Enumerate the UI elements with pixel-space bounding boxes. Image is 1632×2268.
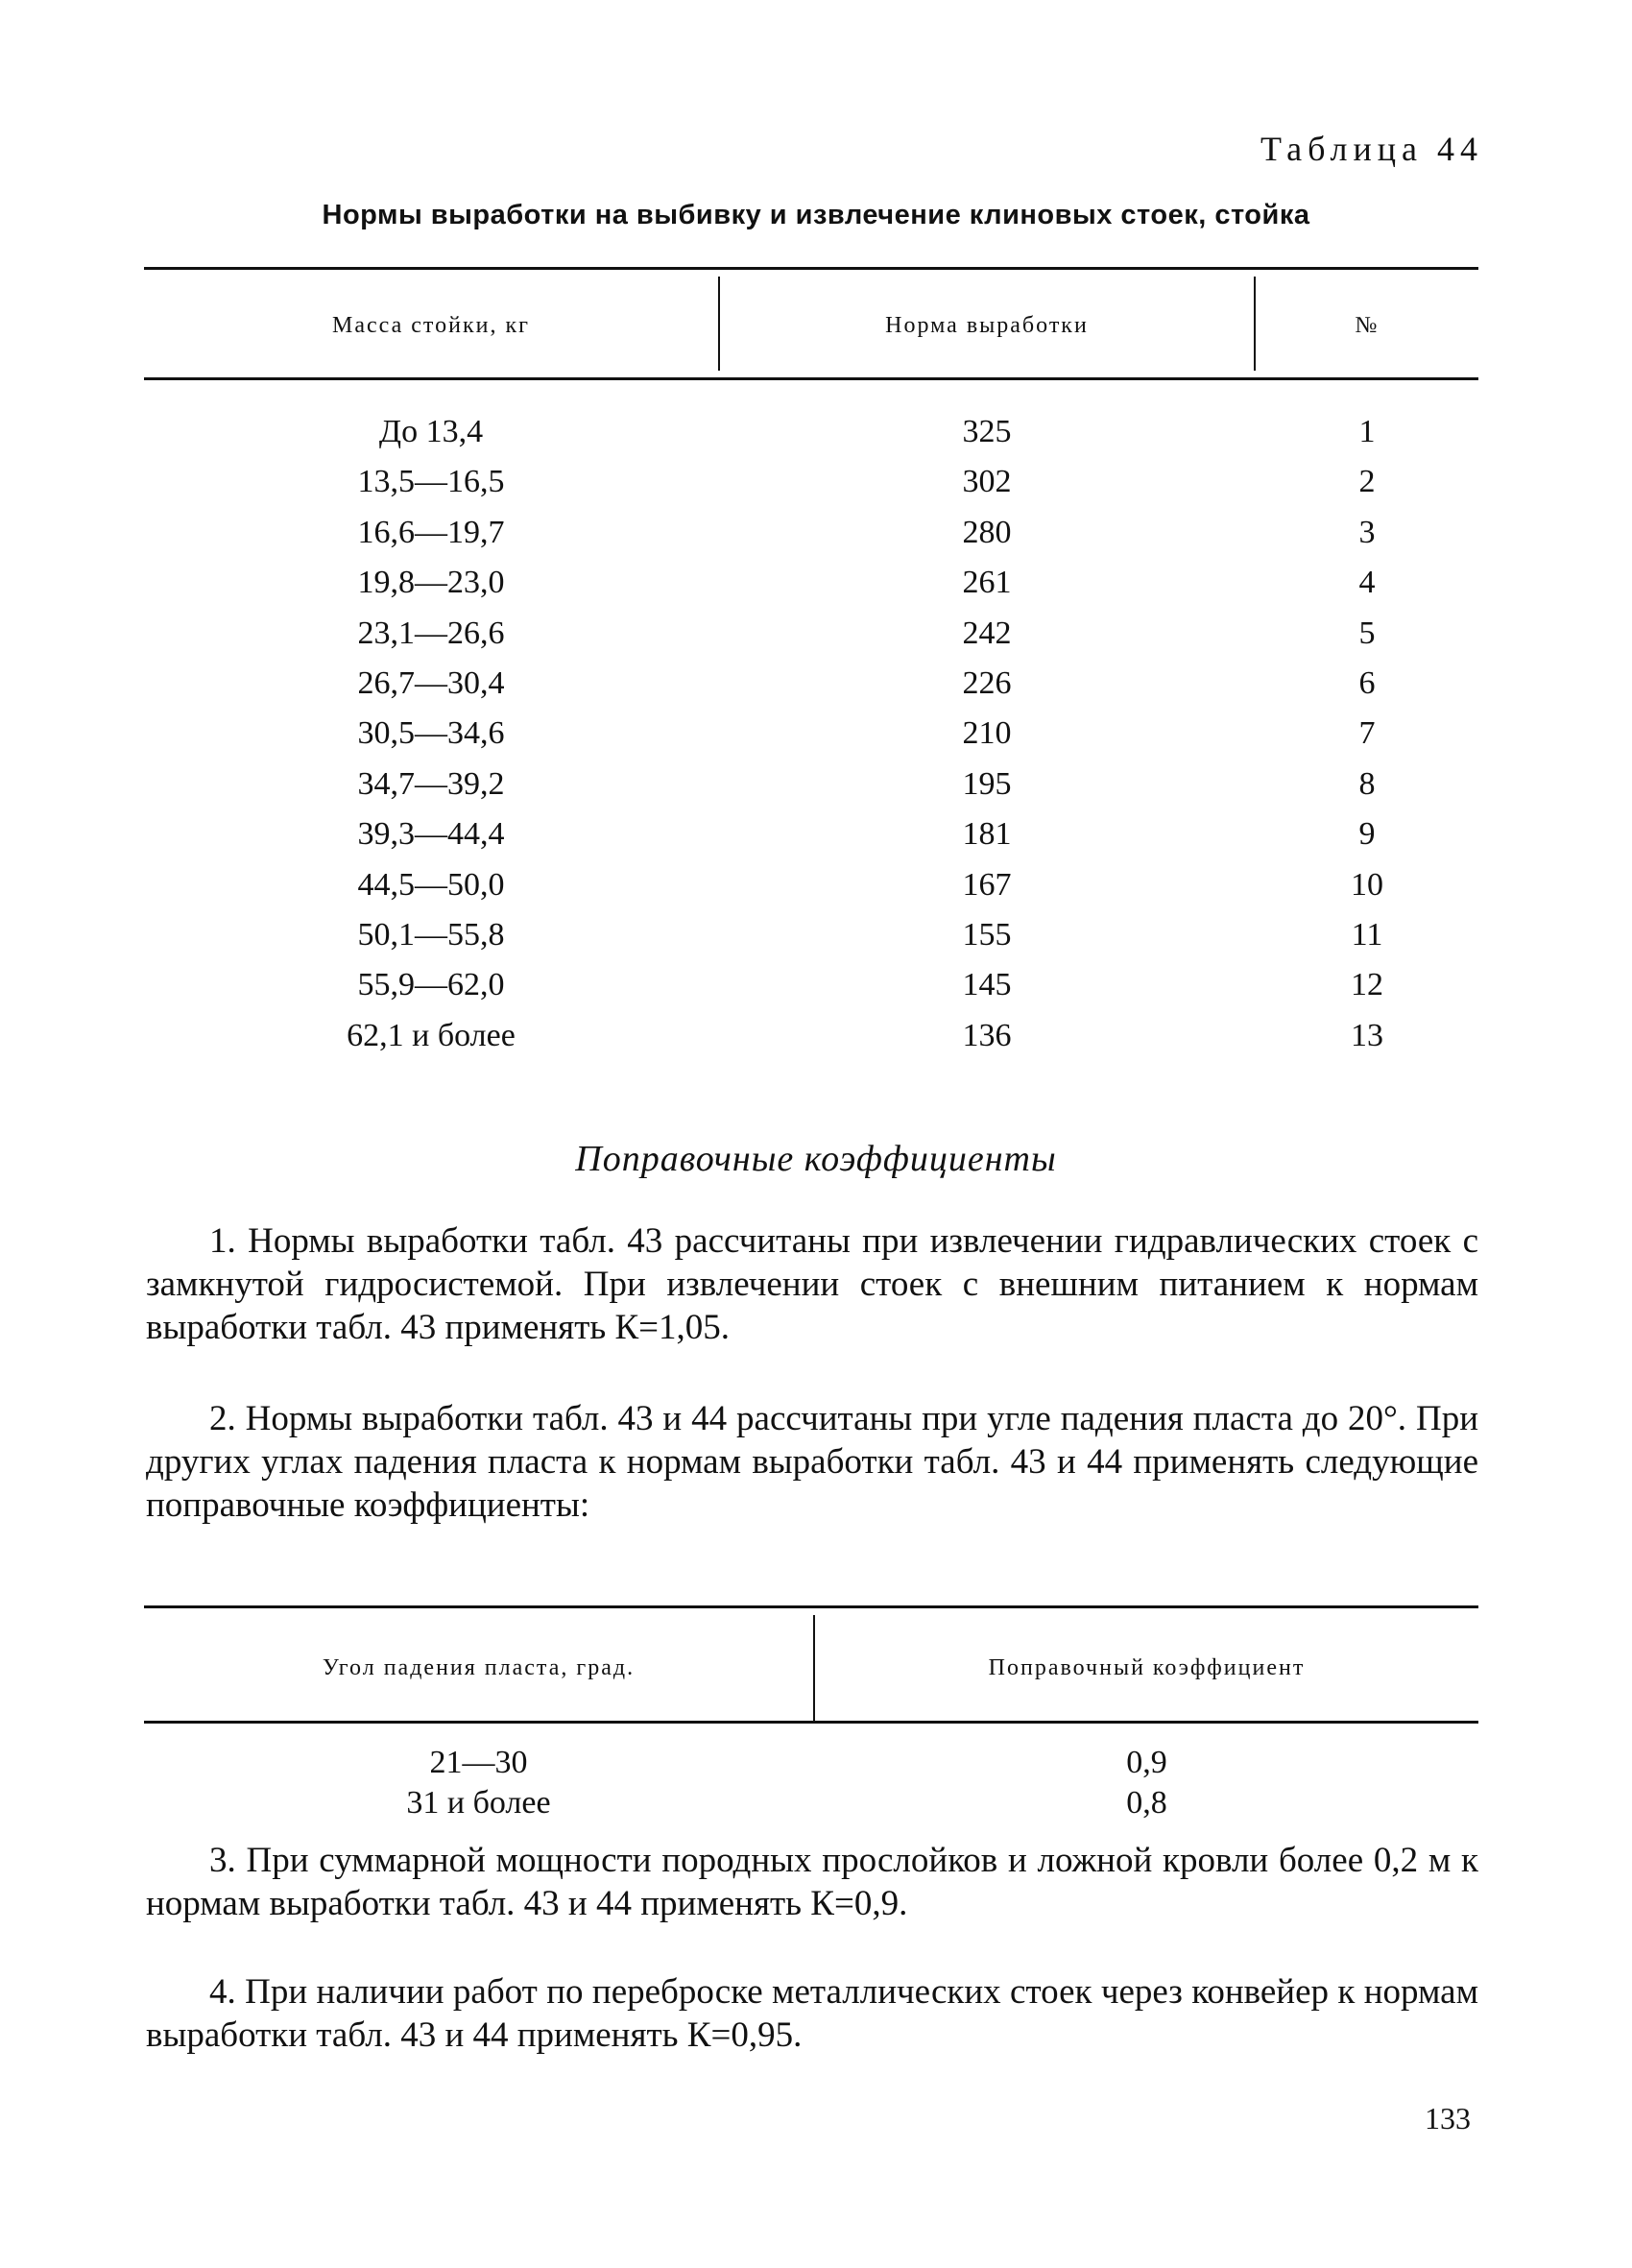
paragraph-2-text: 2. Нормы выработки табл. 43 и 44 рассчитаны при угле падения пласта до 20°. При других углах падения пласта к нормам выработки табл. 43 и 44 применять следующие поправочные коэффициенты: xyxy=(146,1399,1478,1525)
mass-range: 23,1—26,6 xyxy=(357,615,505,651)
mass-range: 13,5—16,5 xyxy=(357,464,505,500)
norm-value: 302 xyxy=(962,464,1012,500)
mass-range: 19,8—23,0 xyxy=(357,565,505,601)
norm-value: 167 xyxy=(962,866,1012,903)
row-number: 1 xyxy=(1358,414,1376,449)
norm-value: 325 xyxy=(962,414,1012,449)
norm-value: 210 xyxy=(962,715,1012,752)
header-number: № xyxy=(1355,313,1380,338)
coefficient-value: 0,8 xyxy=(1126,1785,1167,1821)
row-number: 12 xyxy=(1351,967,1383,1003)
coef-table-top-rule xyxy=(144,1605,1478,1608)
mass-range: 55,9—62,0 xyxy=(357,967,505,1003)
mass-range: 50,1—55,8 xyxy=(357,917,505,953)
header-mass: Масса стойки, кг xyxy=(332,313,530,338)
norm-value: 145 xyxy=(962,967,1012,1003)
mass-range: 39,3—44,4 xyxy=(357,816,505,853)
norm-value: 261 xyxy=(962,565,1012,601)
row-number: 3 xyxy=(1358,514,1376,550)
mass-range: 26,7—30,4 xyxy=(357,665,505,701)
page-number: 133 xyxy=(1425,2101,1471,2135)
section-title: Поправочные коэффициенты xyxy=(575,1139,1057,1179)
mass-range: 34,7—39,2 xyxy=(357,765,505,802)
header-coefficient: Поправочный коэффициент xyxy=(988,1655,1306,1680)
mass-range: 16,6—19,7 xyxy=(357,514,505,550)
norm-value: 195 xyxy=(962,765,1012,802)
row-number: 9 xyxy=(1358,816,1376,853)
row-number: 2 xyxy=(1358,464,1376,500)
norm-value: 181 xyxy=(962,816,1012,853)
coef-table-header-rule xyxy=(144,1721,1478,1724)
table-header-rule xyxy=(144,377,1478,380)
header-norm: Норма выработки xyxy=(885,313,1089,338)
row-number: 11 xyxy=(1351,917,1383,953)
table-number-label: Таблица 44 xyxy=(1260,130,1483,168)
norm-value: 136 xyxy=(962,1017,1012,1053)
row-number: 13 xyxy=(1351,1017,1383,1053)
row-number: 6 xyxy=(1358,665,1376,701)
norm-value: 280 xyxy=(962,514,1012,550)
table-top-rule xyxy=(144,267,1478,270)
row-number: 10 xyxy=(1351,866,1383,903)
mass-range: 30,5—34,6 xyxy=(357,715,505,752)
angle-value: 21—30 xyxy=(429,1745,528,1780)
paragraph-4-text: 4. При наличии работ по переброске металлических стоек через конвейер к нормам выработки табл. 43 и 44 применять К=0,95. xyxy=(146,1972,1478,2055)
paragraph-3 xyxy=(146,1839,1478,1925)
row-number: 5 xyxy=(1358,615,1376,651)
paragraph-4 xyxy=(146,1970,1478,2057)
coefficient-value: 0,9 xyxy=(1126,1745,1167,1780)
row-number: 4 xyxy=(1358,565,1376,601)
norm-value: 242 xyxy=(962,615,1012,651)
header-angle: Угол падения пласта, град. xyxy=(322,1655,636,1680)
row-number: 7 xyxy=(1358,715,1376,752)
mass-range: До 13,4 xyxy=(378,414,484,449)
row-number: 8 xyxy=(1358,765,1376,802)
paragraph-1 xyxy=(146,1219,1478,1349)
mass-range: 62,1 и более xyxy=(347,1017,516,1053)
angle-value: 31 и более xyxy=(406,1785,551,1821)
norm-value: 155 xyxy=(962,917,1012,953)
paragraph-2 xyxy=(146,1397,1478,1527)
table-title: Нормы выработки на выбивку и извлечение клиновых стоек, стойка xyxy=(322,200,1310,230)
norm-value: 226 xyxy=(962,665,1012,701)
paragraph-1-text: 1. Нормы выработки табл. 43 рассчитаны при извлечении гидравлических стоек с замкнутой гидросистемой. При извлечении стоек с внешним питанием к нормам выработки табл. 43 применять К=1,05. xyxy=(146,1221,1478,1347)
paragraph-3-text: 3. При суммарной мощности породных прослойков и ложной кровли более 0,2 м к нормам выработки табл. 43 и 44 применять К=0,9. xyxy=(146,1841,1478,1923)
mass-range: 44,5—50,0 xyxy=(357,866,505,903)
